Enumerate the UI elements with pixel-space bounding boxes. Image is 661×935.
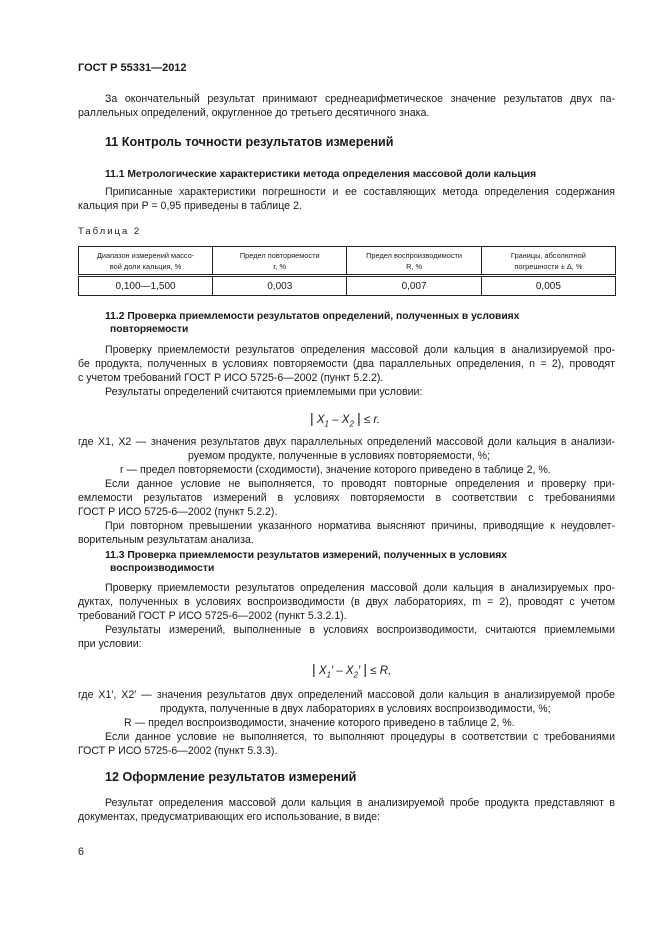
section-11-3-where-line-1: где X1′, X2′ — значения результатов двух определений массовой доли кальция в анализируемой пробе — [78, 689, 615, 701]
section-11-2-where-line-2: руемом продукте, полученные в условиях повторяемости, %; — [188, 450, 491, 462]
section-12-p1-line-1: Результат определения массовой доли кальция в анализируемой пробе продукта представляют в — [105, 797, 615, 809]
section-11-3-where-line-2: продукта, полученные в двух лабораториях в условиях воспроизводимости, %; — [160, 703, 551, 715]
repeatability-formula: | $X_1 - X_2$ | ≤ r. — [310, 410, 381, 429]
table-header-error-bounds — [481, 247, 615, 276]
table-header-repeatability — [213, 247, 347, 276]
header-repeatability-line-2: r, % — [273, 261, 287, 271]
section-11-3-heading-line-2: воспроизводимости — [110, 563, 215, 574]
section-11-3-p2-line-1: Результаты измерений, выполненные в условиях воспроизводимости, считаются приемлемыми — [105, 624, 615, 636]
header-reproducibility-line-2: R, % — [406, 261, 423, 271]
section-11-3-where-line-3: R — предел воспроизводимости, значение которого приведено в таблице 2, %. — [124, 717, 515, 729]
table-cell-repeatability: 0,003 — [213, 276, 347, 296]
section-11-3-p3-line-1: Если данное условие не выполняется, то выполняют процедуры в соответствии с требованиями — [105, 731, 615, 743]
section-12-p1-line-2: документах, предусматривающих его использование, в виде: — [78, 811, 380, 823]
section-11-2-p3-line-2: емлемости результатов измерений в условиях повторяемости в соответствии с требованиями — [78, 492, 615, 504]
table-header-reproducibility — [347, 247, 481, 276]
table-cell-error: 0,005 — [481, 276, 615, 296]
table-header-range — [79, 247, 213, 276]
section-11-2-heading-line-2: повторяемости — [110, 324, 189, 335]
section-11-3-p1-line-3: требований ГОСТ Р ИСО 5725-6—2002 (пункт 5.3.2.1). — [78, 610, 347, 622]
section-11-1-para-line-1: Приписанные характеристики погрешности и ее составляющих метода определения содержания — [105, 186, 615, 198]
formula-abs-bar: | — [310, 410, 314, 426]
table-cell-range: 0,100—1,500 — [79, 276, 213, 296]
section-11-2-p3-line-1: Если данное условие не выполняется, то проводят повторные определения и проверку при- — [105, 478, 615, 490]
header-range-line-2: вой доли кальция, % — [109, 261, 182, 271]
table-2 — [78, 246, 616, 296]
table-cell-reproducibility: 0,007 — [347, 276, 481, 296]
section-11-2-heading-line-1: 11.2 Проверка приемлемости результатов определений, полученных в условиях — [105, 311, 520, 322]
page-number: 6 — [78, 846, 84, 858]
table-row — [79, 276, 616, 296]
section-11-2-p1-line-2: бе продукта, полученных в условиях повторяемости (два параллельных определения, n = 2), проводят — [78, 358, 615, 370]
document-number: ГОСТ Р 55331—2012 — [78, 62, 187, 74]
section-11-heading: 11 Контроль точности результатов измерений — [105, 135, 394, 149]
section-11-3-p3-line-2: ГОСТ Р ИСО 5725-6—2002 (пункт 5.3.3). — [78, 745, 278, 757]
header-reproducibility-line-1: Предел воспроизводимости — [366, 250, 463, 260]
formula-abs-bar: | — [357, 410, 361, 426]
reproducibility-formula: | $X_1' - X_2'$ | ≤ R, — [312, 661, 392, 680]
section-11-3-p1-line-2: дуктах, полученных в условиях воспроизводимости (в двух лабораториях, m = 2), проводят с учетом — [78, 596, 615, 608]
section-11-1-heading: 11.1 Метрологические характеристики метода определения массовой доли кальция — [105, 169, 537, 180]
header-error-line-2: погрешности ± Δ, % — [514, 261, 583, 271]
table-header-row — [79, 247, 616, 276]
section-11-2-p2: Результаты определений считаются приемлемыми при условии: — [105, 386, 423, 398]
formula-abs-bar: | — [363, 661, 368, 677]
header-error-line-1: Границы, абсолютной — [510, 250, 586, 260]
header-repeatability-line-1: Предел повторяемости — [239, 250, 320, 260]
section-11-2-p1-line-1: Проверку приемлемости результатов определения массовой доли кальция в анализируемой про- — [105, 344, 615, 356]
header-range-line-1: Диапазон измерений массо- — [96, 250, 195, 260]
section-11-3-p2-line-2: при условии: — [78, 638, 142, 650]
section-11-3-heading-line-1: 11.3 Проверка приемлемости результатов измерений, полученных в условиях — [105, 550, 508, 561]
section-11-2-p4-line-1: При повторном превышении указанного норматива выясняют причины, приводящие к неудовлет- — [105, 520, 615, 532]
section-11-2-p1-line-3: с учетом требований ГОСТ Р ИСО 5725-6—2002 (пункт 5.2.2). — [78, 372, 384, 384]
section-12-heading: 12 Оформление результатов измерений — [105, 770, 357, 784]
section-11-2-where-line-3: r — предел повторяемости (сходимости), значение которого приведено в таблице 2, %. — [120, 464, 551, 476]
section-11-1-para-line-2: кальция при P = 0,95 приведены в таблице 2. — [78, 200, 302, 212]
formula-abs-bar: | — [312, 661, 316, 677]
section-11-2-p3-line-3: ГОСТ Р ИСО 5725-6—2002 (пункт 5.2.2). — [78, 506, 278, 518]
section-11-3-p1-line-1: Проверку приемлемости результатов определения массовой доли кальция в анализируемых про- — [105, 582, 615, 594]
intro-line-1: За окончательный результат принимают среднеарифметическое значение результатов двух па- — [105, 93, 615, 105]
section-11-2-p4-line-2: ворительным результатам анализа. — [78, 534, 254, 546]
section-11-2-where-line-1: где X1, X2 — значения результатов двух параллельных определений массовой доли кальция в анализи- — [78, 436, 615, 448]
table-caption: Таблица 2 — [78, 226, 142, 237]
intro-line-2: раллельных определений, округленное до третьего десятичного знака. — [78, 107, 430, 119]
